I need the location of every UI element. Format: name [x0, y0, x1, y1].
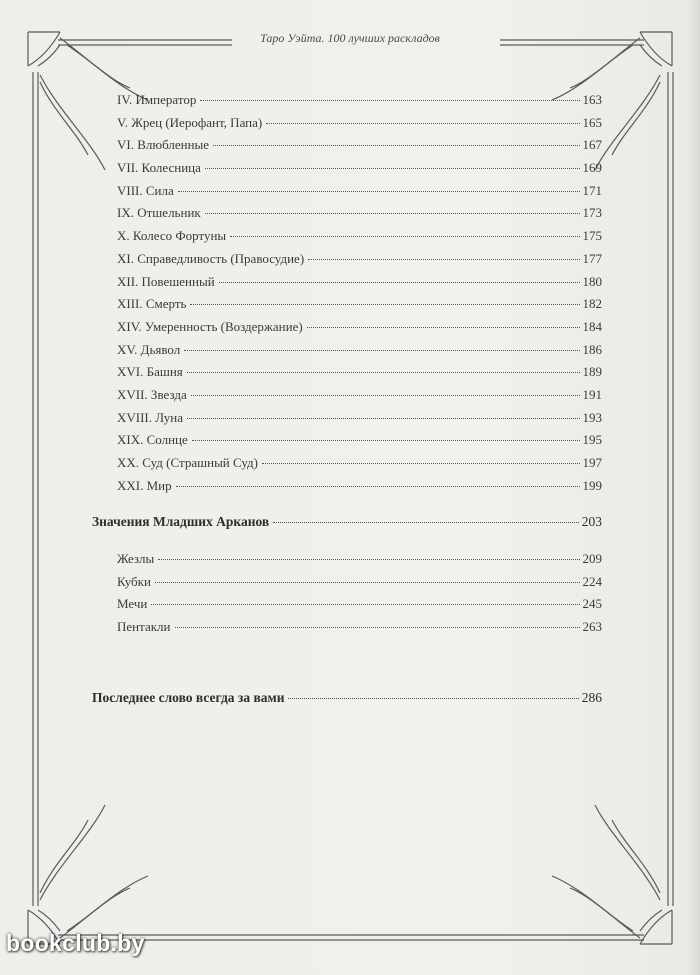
toc-entry-title: IX. Отшельник	[117, 205, 201, 221]
toc-entry-title: X. Колесо Фортуны	[117, 228, 227, 244]
toc-entry-title: XVIII. Луна	[117, 409, 183, 425]
toc-entry-page: 263	[582, 619, 602, 635]
toc-entry-title: XIX. Солнце	[117, 432, 188, 448]
toc-entry[interactable]	[92, 410, 602, 433]
toc-entry[interactable]	[92, 455, 602, 478]
toc-entry-page: 180	[582, 273, 602, 289]
watermark: bookclub.by	[6, 930, 145, 956]
toc-entry-title: Пентакли	[117, 619, 171, 635]
toc-entry[interactable]	[92, 574, 602, 597]
toc-section-page: 203	[581, 514, 602, 530]
toc-entry-page: 245	[582, 596, 602, 612]
section-gap	[92, 537, 602, 551]
toc-entry[interactable]	[92, 364, 602, 387]
toc-entry-page: 175	[582, 228, 602, 244]
toc-section-title: Последнее слово всегда за вами	[92, 689, 285, 705]
toc-entry-page: 197	[582, 455, 602, 470]
toc-entry-title: XXI. Мир	[117, 477, 172, 493]
section-gap	[92, 642, 602, 690]
toc-entry-title: XVII. Звезда	[117, 386, 187, 402]
dot-leader	[158, 559, 579, 560]
toc-entry[interactable]	[92, 619, 602, 642]
toc-entry[interactable]	[92, 342, 602, 365]
dot-leader	[184, 350, 579, 351]
dot-leader	[308, 259, 579, 260]
toc-entry-title: Жезлы	[117, 551, 155, 567]
toc-entry-page: 167	[582, 137, 602, 153]
toc-entry-title: VIII. Сила	[117, 182, 174, 198]
dot-leader	[262, 463, 580, 464]
toc-entry-page: 165	[582, 114, 602, 130]
dot-leader	[190, 304, 579, 305]
toc-entry-title: VII. Колесница	[117, 160, 201, 176]
toc-entry[interactable]	[92, 183, 602, 206]
toc-entry-title: XV. Дьявол	[117, 341, 181, 357]
running-head: Таро Уэйта. 100 лучших раскладов	[260, 31, 440, 45]
toc-entry-page: 195	[582, 432, 602, 448]
toc-entry[interactable]	[92, 478, 602, 501]
toc-entry-title: VI. Влюбленные	[117, 137, 210, 153]
page-edge-shadow	[688, 0, 700, 975]
toc-entry-page: 184	[582, 318, 602, 334]
toc-entry-title: Мечи	[117, 596, 148, 612]
table-of-contents	[92, 92, 602, 713]
toc-entry-page: 173	[582, 205, 602, 221]
dot-leader	[151, 604, 579, 605]
toc-section-minor-arcana[interactable]	[92, 514, 602, 537]
toc-entry-title: XIV. Умеренность (Воздержание)	[117, 318, 303, 334]
dot-leader	[187, 418, 580, 419]
toc-entry-page: 193	[582, 409, 602, 425]
toc-entry[interactable]	[92, 319, 602, 342]
major-arcana-list	[92, 92, 602, 500]
toc-entry-title: XI. Справедливость (Правосудие)	[117, 250, 305, 266]
toc-entry-title: XIII. Смерть	[117, 296, 187, 312]
dot-leader	[266, 123, 579, 124]
dot-leader	[178, 191, 580, 192]
toc-entry-title: IV. Император	[117, 92, 197, 107]
dot-leader	[155, 582, 580, 583]
toc-entry[interactable]	[92, 274, 602, 297]
dot-leader	[176, 486, 580, 487]
toc-entry[interactable]	[92, 296, 602, 319]
toc-section-page: 286	[581, 689, 602, 705]
toc-entry[interactable]	[92, 160, 602, 183]
toc-entry-title: XX. Суд (Страшный Суд)	[117, 455, 258, 470]
minor-arcana-list	[92, 551, 602, 642]
toc-entry-page: 191	[582, 386, 602, 402]
toc-entry[interactable]	[92, 228, 602, 251]
toc-entry[interactable]	[92, 92, 602, 115]
toc-section-final[interactable]	[92, 690, 602, 713]
toc-entry-page: 199	[582, 477, 602, 493]
section-gap	[92, 500, 602, 514]
toc-section-title: Значения Младших Арканов	[92, 514, 270, 530]
toc-entry-page: 171	[582, 182, 602, 198]
toc-entry[interactable]	[92, 205, 602, 228]
toc-entry-page: 163	[582, 92, 602, 107]
dot-leader	[200, 100, 579, 101]
dot-leader	[219, 282, 580, 283]
toc-entry-title: Кубки	[117, 573, 151, 589]
toc-entry[interactable]	[92, 137, 602, 160]
toc-entry[interactable]	[92, 551, 602, 574]
toc-entry-title: V. Жрец (Иерофант, Папа)	[117, 114, 263, 130]
dot-leader	[192, 440, 580, 441]
toc-entry[interactable]	[92, 387, 602, 410]
dot-leader	[191, 395, 580, 396]
toc-entry-page: 224	[582, 573, 602, 589]
toc-entry-page: 186	[582, 341, 602, 357]
toc-entry-title: XII. Повешенный	[117, 273, 215, 289]
toc-entry[interactable]	[92, 251, 602, 274]
dot-leader	[307, 327, 580, 328]
toc-entry-page: 182	[582, 296, 602, 312]
dot-leader	[187, 372, 580, 373]
toc-entry-page: 189	[582, 364, 602, 380]
toc-entry[interactable]	[92, 432, 602, 455]
dot-leader	[205, 213, 580, 214]
toc-entry[interactable]	[92, 596, 602, 619]
dot-leader	[213, 145, 579, 146]
toc-entry-page: 169	[582, 160, 602, 176]
toc-entry-page: 177	[582, 250, 602, 266]
dot-leader	[288, 698, 578, 699]
dot-leader	[273, 522, 579, 523]
toc-entry-title: XVI. Башня	[117, 364, 183, 380]
dot-leader	[205, 168, 580, 169]
toc-entry[interactable]	[92, 115, 602, 138]
toc-entry-page: 209	[582, 551, 602, 567]
dot-leader	[175, 627, 580, 628]
dot-leader	[230, 236, 579, 237]
